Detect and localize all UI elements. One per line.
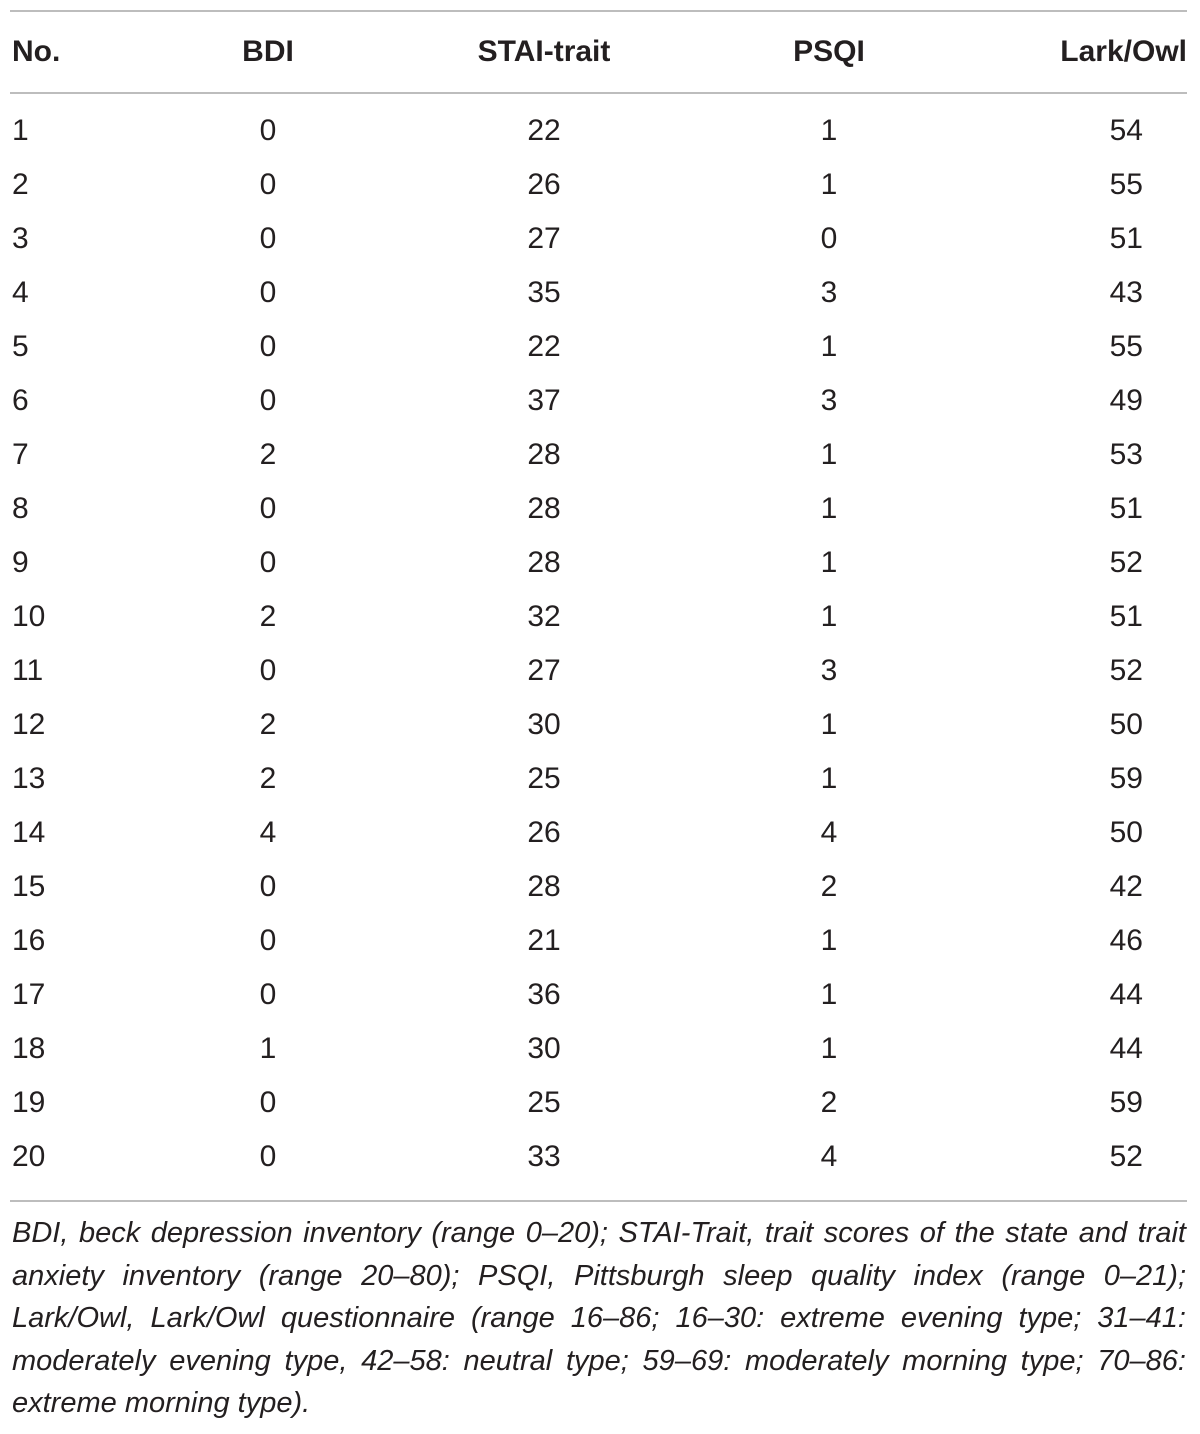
table-row <box>10 374 1187 428</box>
cell-psqi: 1 <box>820 600 838 633</box>
table-bottom-rule <box>10 1200 1187 1202</box>
cell-lark-owl: 44 <box>1109 1032 1143 1065</box>
cell-lark-owl: 42 <box>1109 870 1143 903</box>
cell-psqi: 2 <box>820 870 838 903</box>
table-body <box>10 92 1187 1184</box>
cell-psqi: 1 <box>820 168 838 201</box>
header-no: No. <box>12 35 61 68</box>
cell-stai-trait: 25 <box>527 1086 561 1119</box>
cell-psqi: 1 <box>820 546 838 579</box>
cell-stai-trait: 33 <box>527 1140 561 1173</box>
cell-stai-trait: 28 <box>527 492 561 525</box>
table-row <box>10 158 1187 212</box>
table-row <box>10 914 1187 968</box>
table-header-row <box>10 12 1187 92</box>
scores-table <box>10 12 1187 1184</box>
cell-lark-owl: 46 <box>1109 924 1143 957</box>
header-psqi: PSQI <box>793 35 865 68</box>
cell-stai-trait: 28 <box>527 438 561 471</box>
table-row <box>10 536 1187 590</box>
cell-no: 14 <box>12 816 46 849</box>
cell-no: 20 <box>12 1140 46 1173</box>
cell-stai-trait: 22 <box>527 330 561 363</box>
cell-lark-owl: 59 <box>1109 1086 1143 1119</box>
header-stai-trait: STAI-trait <box>477 35 611 68</box>
cell-bdi: 0 <box>259 1140 277 1173</box>
cell-no: 10 <box>12 600 46 633</box>
cell-no: 9 <box>12 546 29 579</box>
cell-lark-owl: 49 <box>1109 384 1143 417</box>
cell-no: 6 <box>12 384 29 417</box>
cell-bdi: 2 <box>259 762 277 795</box>
header-bdi: BDI <box>242 35 294 68</box>
cell-bdi: 0 <box>259 222 277 255</box>
cell-no: 12 <box>12 708 46 741</box>
cell-lark-owl: 55 <box>1109 168 1143 201</box>
cell-stai-trait: 32 <box>527 600 561 633</box>
table-row <box>10 320 1187 374</box>
cell-lark-owl: 52 <box>1109 654 1143 687</box>
cell-lark-owl: 43 <box>1109 276 1143 309</box>
header-lark-owl: Lark/Owl <box>1060 35 1187 68</box>
cell-psqi: 1 <box>820 978 838 1011</box>
cell-no: 11 <box>12 654 44 687</box>
cell-no: 16 <box>12 924 46 957</box>
spacer-cell <box>10 92 1187 104</box>
cell-no: 13 <box>12 762 46 795</box>
cell-bdi: 2 <box>259 438 277 471</box>
cell-stai-trait: 27 <box>527 222 561 255</box>
table-spacer <box>10 92 1187 104</box>
cell-psqi: 1 <box>820 114 838 147</box>
cell-lark-owl: 50 <box>1109 708 1143 741</box>
cell-psqi: 3 <box>820 384 838 417</box>
cell-no: 5 <box>12 330 29 363</box>
cell-lark-owl: 51 <box>1109 600 1143 633</box>
cell-psqi: 1 <box>820 708 838 741</box>
cell-psqi: 3 <box>820 654 838 687</box>
cell-psqi: 1 <box>820 762 838 795</box>
table-row <box>10 752 1187 806</box>
table-row <box>10 806 1187 860</box>
cell-stai-trait: 22 <box>527 114 561 147</box>
cell-bdi: 0 <box>259 546 277 579</box>
cell-no: 17 <box>12 978 46 1011</box>
table-row <box>10 212 1187 266</box>
cell-no: 1 <box>12 114 29 147</box>
cell-psqi: 3 <box>820 276 838 309</box>
cell-psqi: 1 <box>820 924 838 957</box>
cell-bdi: 0 <box>259 978 277 1011</box>
cell-psqi: 1 <box>820 330 838 363</box>
cell-lark-owl: 53 <box>1109 438 1143 471</box>
cell-lark-owl: 51 <box>1109 222 1143 255</box>
cell-stai-trait: 26 <box>527 168 561 201</box>
cell-no: 7 <box>12 438 29 471</box>
cell-psqi: 1 <box>820 1032 838 1065</box>
table-row <box>10 266 1187 320</box>
cell-stai-trait: 35 <box>527 276 561 309</box>
cell-no: 18 <box>12 1032 46 1065</box>
cell-psqi: 1 <box>820 438 838 471</box>
cell-no: 4 <box>12 276 29 309</box>
table-row <box>10 428 1187 482</box>
table-row <box>10 1022 1187 1076</box>
cell-bdi: 0 <box>259 114 277 147</box>
cell-lark-owl: 44 <box>1109 978 1143 1011</box>
cell-bdi: 0 <box>259 924 277 957</box>
cell-bdi: 2 <box>259 708 277 741</box>
cell-psqi: 0 <box>820 222 838 255</box>
cell-stai-trait: 30 <box>527 1032 561 1065</box>
cell-stai-trait: 30 <box>527 708 561 741</box>
cell-psqi: 2 <box>820 1086 838 1119</box>
cell-bdi: 0 <box>259 654 277 687</box>
table-row <box>10 482 1187 536</box>
cell-bdi: 0 <box>259 1086 277 1119</box>
table-row <box>10 698 1187 752</box>
cell-stai-trait: 28 <box>527 546 561 579</box>
cell-stai-trait: 36 <box>527 978 561 1011</box>
cell-stai-trait: 25 <box>527 762 561 795</box>
table-row <box>10 644 1187 698</box>
cell-lark-owl: 50 <box>1109 816 1143 849</box>
cell-lark-owl: 54 <box>1109 114 1143 147</box>
table-footnote: BDI, beck depression inventory (range 0–20); STAI-Trait, trait scores of the state and trait anxiety inventory (range 20–80); PSQI, Pittsburgh sleep quality index (range 0–21); Lark/Owl, Lark/Owl questionnaire (range 16–86; 16–30: extreme evening type; 31–41: moderately evening type, 42–58: neutral type; 59–69: moderately morning type; 70–86: extreme morning type). <box>12 1217 1186 1419</box>
table-row <box>10 1130 1187 1184</box>
table-row <box>10 590 1187 644</box>
cell-lark-owl: 55 <box>1109 330 1143 363</box>
cell-psqi: 1 <box>820 492 838 525</box>
table-row <box>10 1076 1187 1130</box>
cell-no: 15 <box>12 870 46 903</box>
cell-bdi: 0 <box>259 492 277 525</box>
cell-bdi: 1 <box>259 1032 277 1065</box>
cell-bdi: 0 <box>259 168 277 201</box>
cell-bdi: 0 <box>259 330 277 363</box>
cell-bdi: 0 <box>259 276 277 309</box>
cell-bdi: 0 <box>259 870 277 903</box>
cell-no: 8 <box>12 492 29 525</box>
cell-bdi: 2 <box>259 600 277 633</box>
cell-stai-trait: 37 <box>527 384 561 417</box>
cell-no: 19 <box>12 1086 46 1119</box>
cell-lark-owl: 51 <box>1109 492 1143 525</box>
table-row <box>10 860 1187 914</box>
cell-psqi: 4 <box>820 1140 838 1173</box>
cell-bdi: 4 <box>259 816 277 849</box>
table-row <box>10 104 1187 158</box>
table-row <box>10 968 1187 1022</box>
cell-stai-trait: 28 <box>527 870 561 903</box>
cell-bdi: 0 <box>259 384 277 417</box>
cell-no: 3 <box>12 222 29 255</box>
cell-stai-trait: 26 <box>527 816 561 849</box>
cell-psqi: 4 <box>820 816 838 849</box>
cell-lark-owl: 59 <box>1109 762 1143 795</box>
cell-stai-trait: 27 <box>527 654 561 687</box>
cell-no: 2 <box>12 168 29 201</box>
cell-stai-trait: 21 <box>527 924 561 957</box>
cell-lark-owl: 52 <box>1109 546 1143 579</box>
cell-lark-owl: 52 <box>1109 1140 1143 1173</box>
